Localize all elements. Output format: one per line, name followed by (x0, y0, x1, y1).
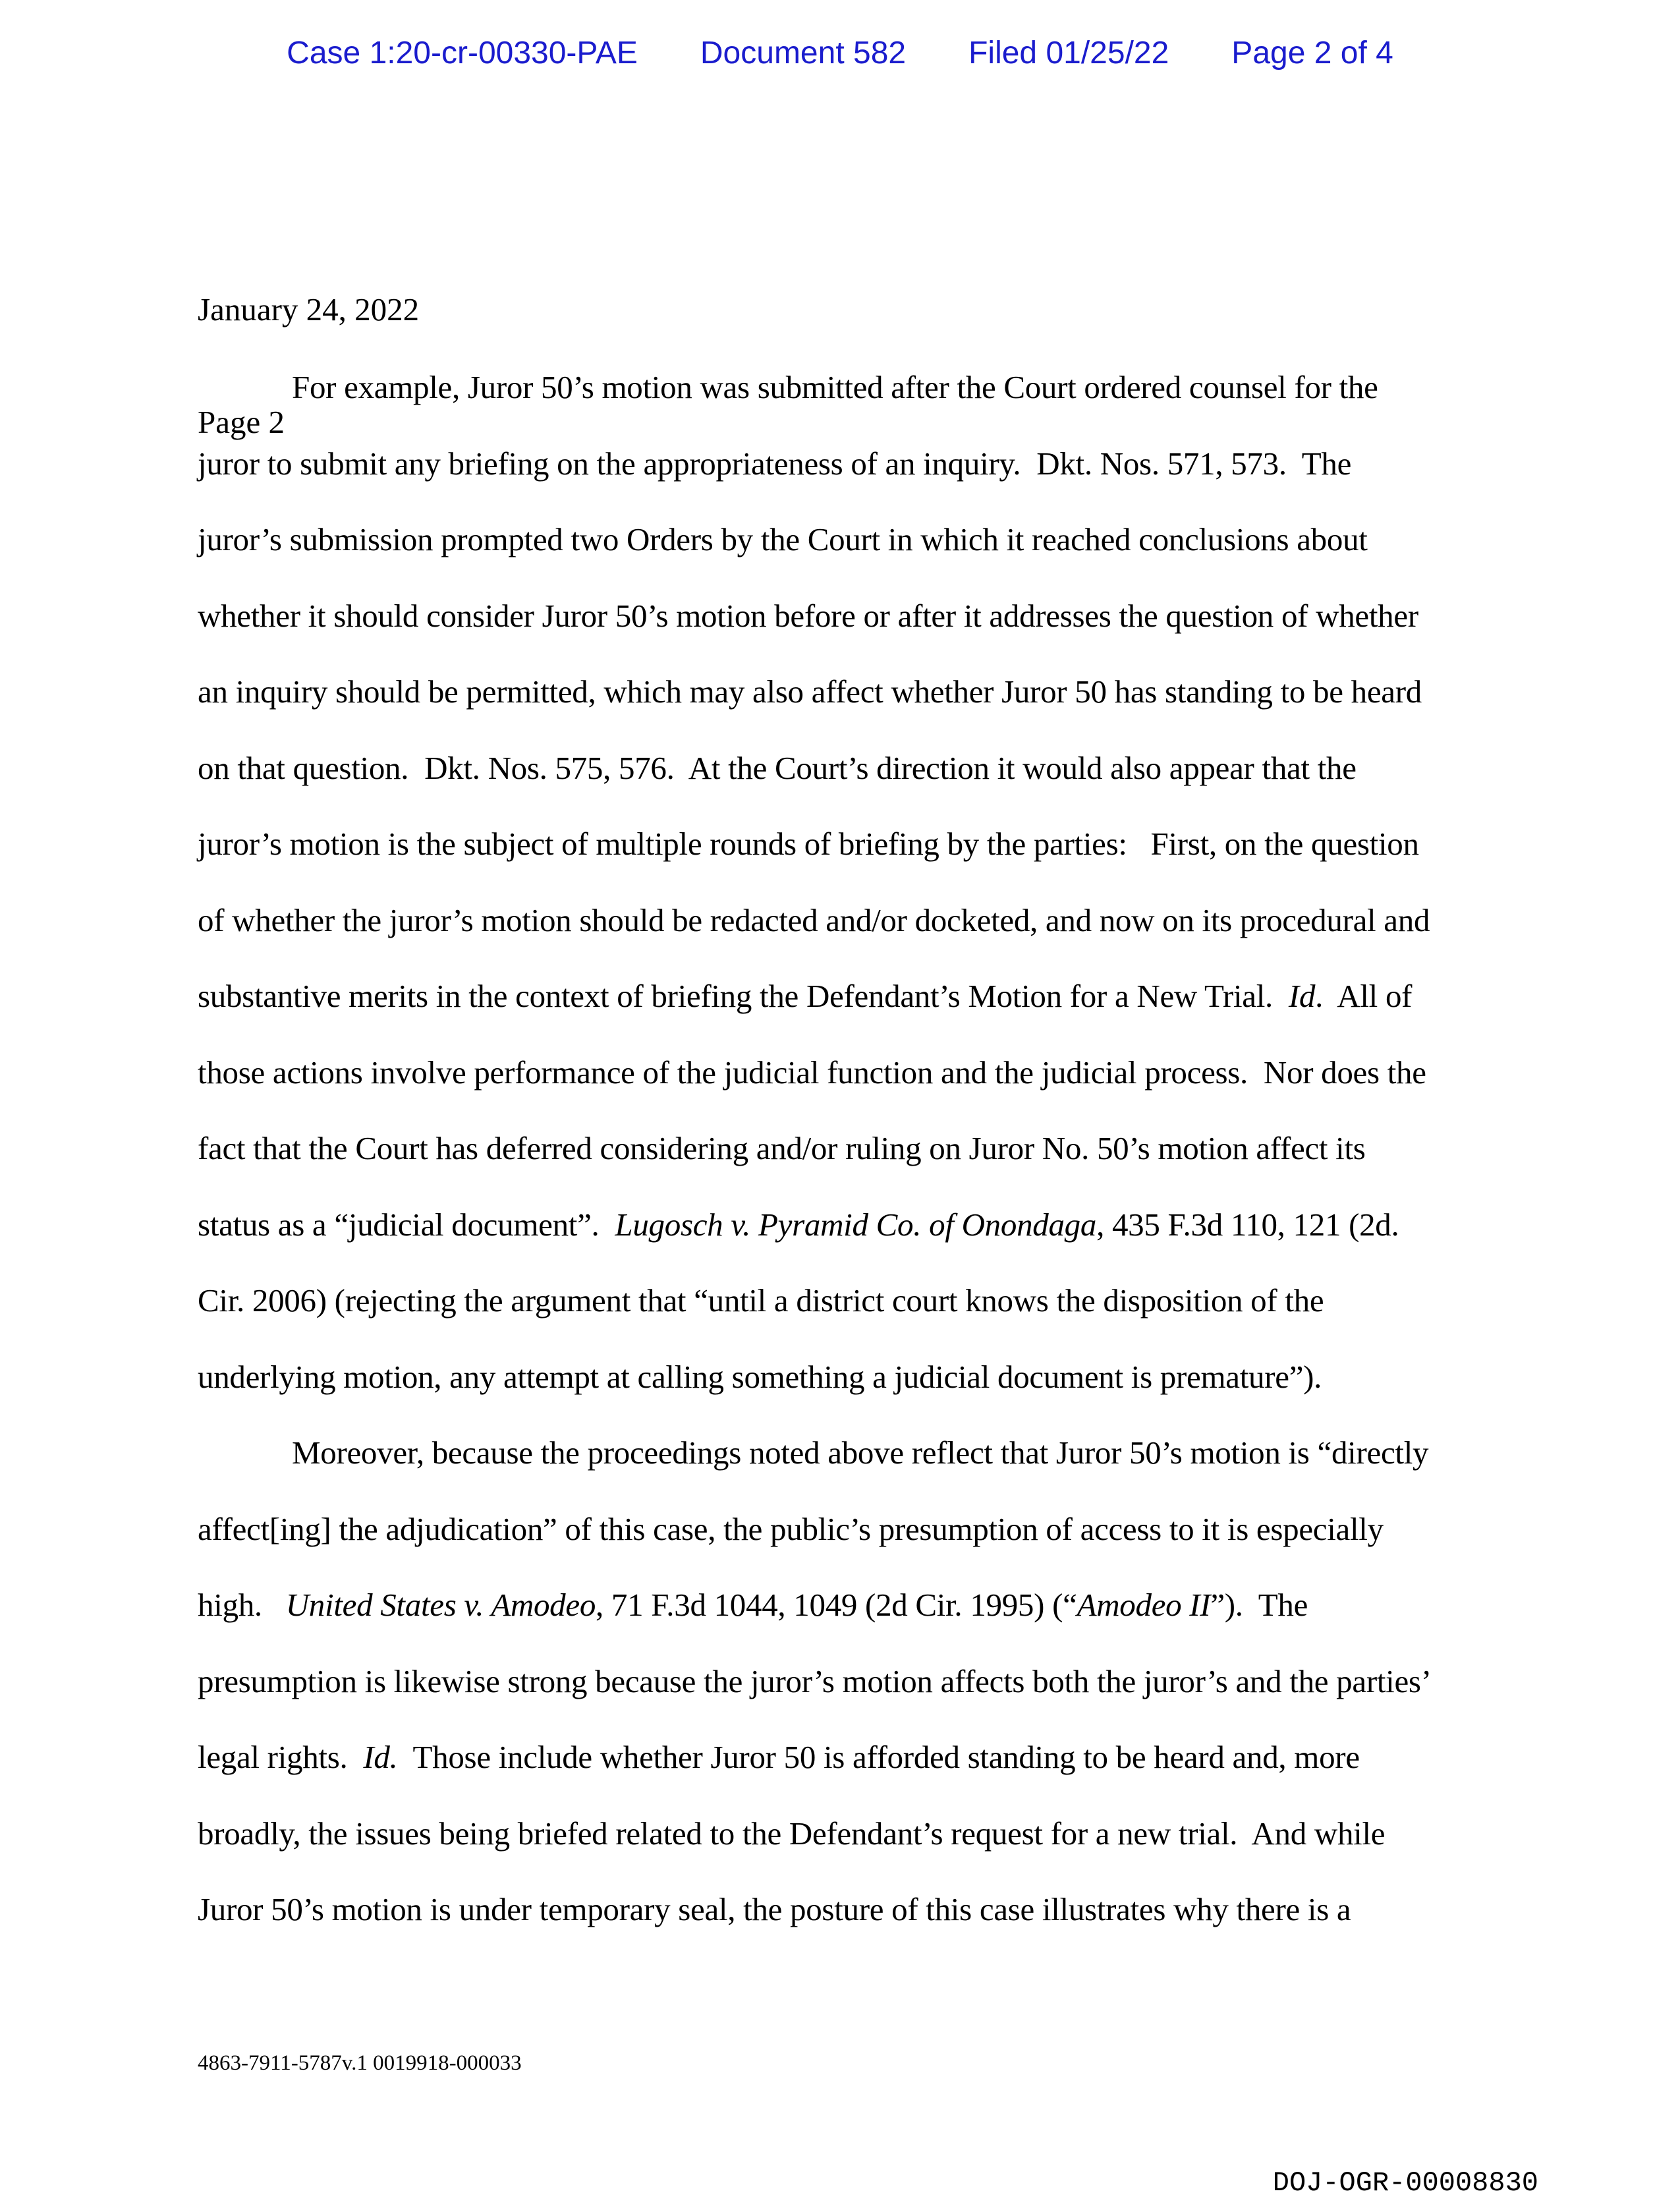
body-line (198, 349, 1522, 426)
body-line (198, 1415, 1522, 1491)
body-line (198, 1110, 1522, 1187)
document-id-footer: 4863-7911-5787v.1 0019918-000033 (198, 2051, 522, 2075)
body-text-segment: broadly, the issues being briefed related to the Defendant’s request for a new trial. And while (198, 1815, 1386, 1852)
body-text-segment: Juror 50’s motion is under temporary seal, the posture of this case illustrates why there is a (198, 1891, 1351, 1927)
body-text-segment: status as a “judicial document”. (198, 1206, 615, 1243)
body-text-segment: affect[ing] the adjudication” of this case, the public’s presumption of access to it is especially (198, 1510, 1384, 1547)
body-text-segment: For example, Juror 50’s motion was submitted after the Court ordered counsel for the (292, 369, 1378, 405)
body-line (198, 730, 1522, 807)
body-text-segment: of whether the juror’s motion should be redacted and/or docketed, and now on its procedural and (198, 901, 1430, 938)
citation-italic-segment: Id. (363, 1739, 398, 1775)
body-line (198, 1719, 1522, 1796)
body-line (198, 1339, 1522, 1415)
body-line (198, 1567, 1522, 1643)
body-line (198, 806, 1522, 882)
body-text (198, 349, 1522, 1948)
body-text-segment: legal rights. (198, 1739, 364, 1775)
letter-page-label: Page 2 (198, 404, 285, 440)
body-text-segment: juror’s motion is the subject of multiple rounds of briefing by the parties: First, on the question (198, 826, 1419, 862)
body-text-segment: Those include whether Juror 50 is afforded standing to be heard and, more (397, 1739, 1360, 1775)
body-text-segment: presumption is likewise strong because the juror’s motion affects both the juror’s and the parties’ (198, 1662, 1432, 1699)
body-text-segment: , 435 F.3d 110, 121 (2d. (1096, 1206, 1399, 1243)
body-text-segment: Moreover, because the proceedings noted above reflect that Juror 50’s motion is “directly (292, 1434, 1429, 1471)
body-line (198, 501, 1522, 578)
body-line (198, 1262, 1522, 1339)
citation-italic-segment: Amodeo II (1077, 1587, 1211, 1623)
letter-date: January 24, 2022 (198, 291, 420, 327)
body-text-segment: an inquiry should be permitted, which may also affect whether Juror 50 has standing to be heard (198, 673, 1422, 710)
body-text-segment: those actions involve performance of the judicial function and the judicial process. Nor does the (198, 1054, 1426, 1091)
body-line (198, 958, 1522, 1035)
body-line (198, 654, 1522, 730)
body-line (198, 1796, 1522, 1872)
body-text-segment: juror to submit any briefing on the appropriateness of an inquiry. Dkt. Nos. 571, 573. The (198, 445, 1352, 482)
citation-italic-segment: United States v. Amodeo (285, 1587, 596, 1623)
body-line (198, 1871, 1522, 1948)
body-line (198, 1643, 1522, 1720)
body-text-segment: ”). The (1210, 1587, 1308, 1623)
stamp-filed-date: Filed 01/25/22 (968, 36, 1169, 71)
stamp-page-of: Page 2 of 4 (1231, 36, 1393, 71)
body-text-segment: whether it should consider Juror 50’s motion before or after it addresses the question of whether (198, 597, 1418, 634)
body-text-segment: juror’s submission prompted two Orders by the Court in which it reached conclusions about (198, 521, 1368, 557)
body-text-segment: underlying motion, any attempt at calling something a judicial document is premature”). (198, 1358, 1322, 1395)
body-line (198, 882, 1522, 959)
body-text-segment: high. (198, 1587, 286, 1623)
stamp-document-number: Document 582 (700, 36, 907, 71)
body-line (198, 578, 1522, 654)
body-text-segment: substantive merits in the context of briefing the Defendant’s Motion for a New Trial. (198, 978, 1289, 1014)
body-text-segment: , 71 F.3d 1044, 1049 (2d Cir. 1995) (“ (596, 1587, 1077, 1623)
body-text-segment: Cir. 2006) (rejecting the argument that “until a district court knows the disposition of the (198, 1282, 1324, 1319)
body-text-segment: fact that the Court has deferred considering and/or ruling on Juror No. 50’s motion affect its (198, 1130, 1366, 1166)
body-line (198, 1035, 1522, 1111)
body-text-segment: on that question. Dkt. Nos. 575, 576. At the Court’s direction it would also appear that the (198, 749, 1357, 786)
ecf-stamp-header (0, 36, 1680, 71)
body-line (198, 426, 1522, 502)
body-text-segment: . All of (1315, 978, 1413, 1014)
stamp-case-number: Case 1:20-cr-00330-PAE (287, 36, 638, 71)
citation-italic-segment: Lugosch v. Pyramid Co. of Onondaga (615, 1206, 1097, 1243)
bates-number: DOJ-OGR-00008830 (1272, 2167, 1538, 2199)
citation-italic-segment: Id (1288, 978, 1316, 1014)
body-line (198, 1187, 1522, 1263)
body-line (198, 1491, 1522, 1568)
